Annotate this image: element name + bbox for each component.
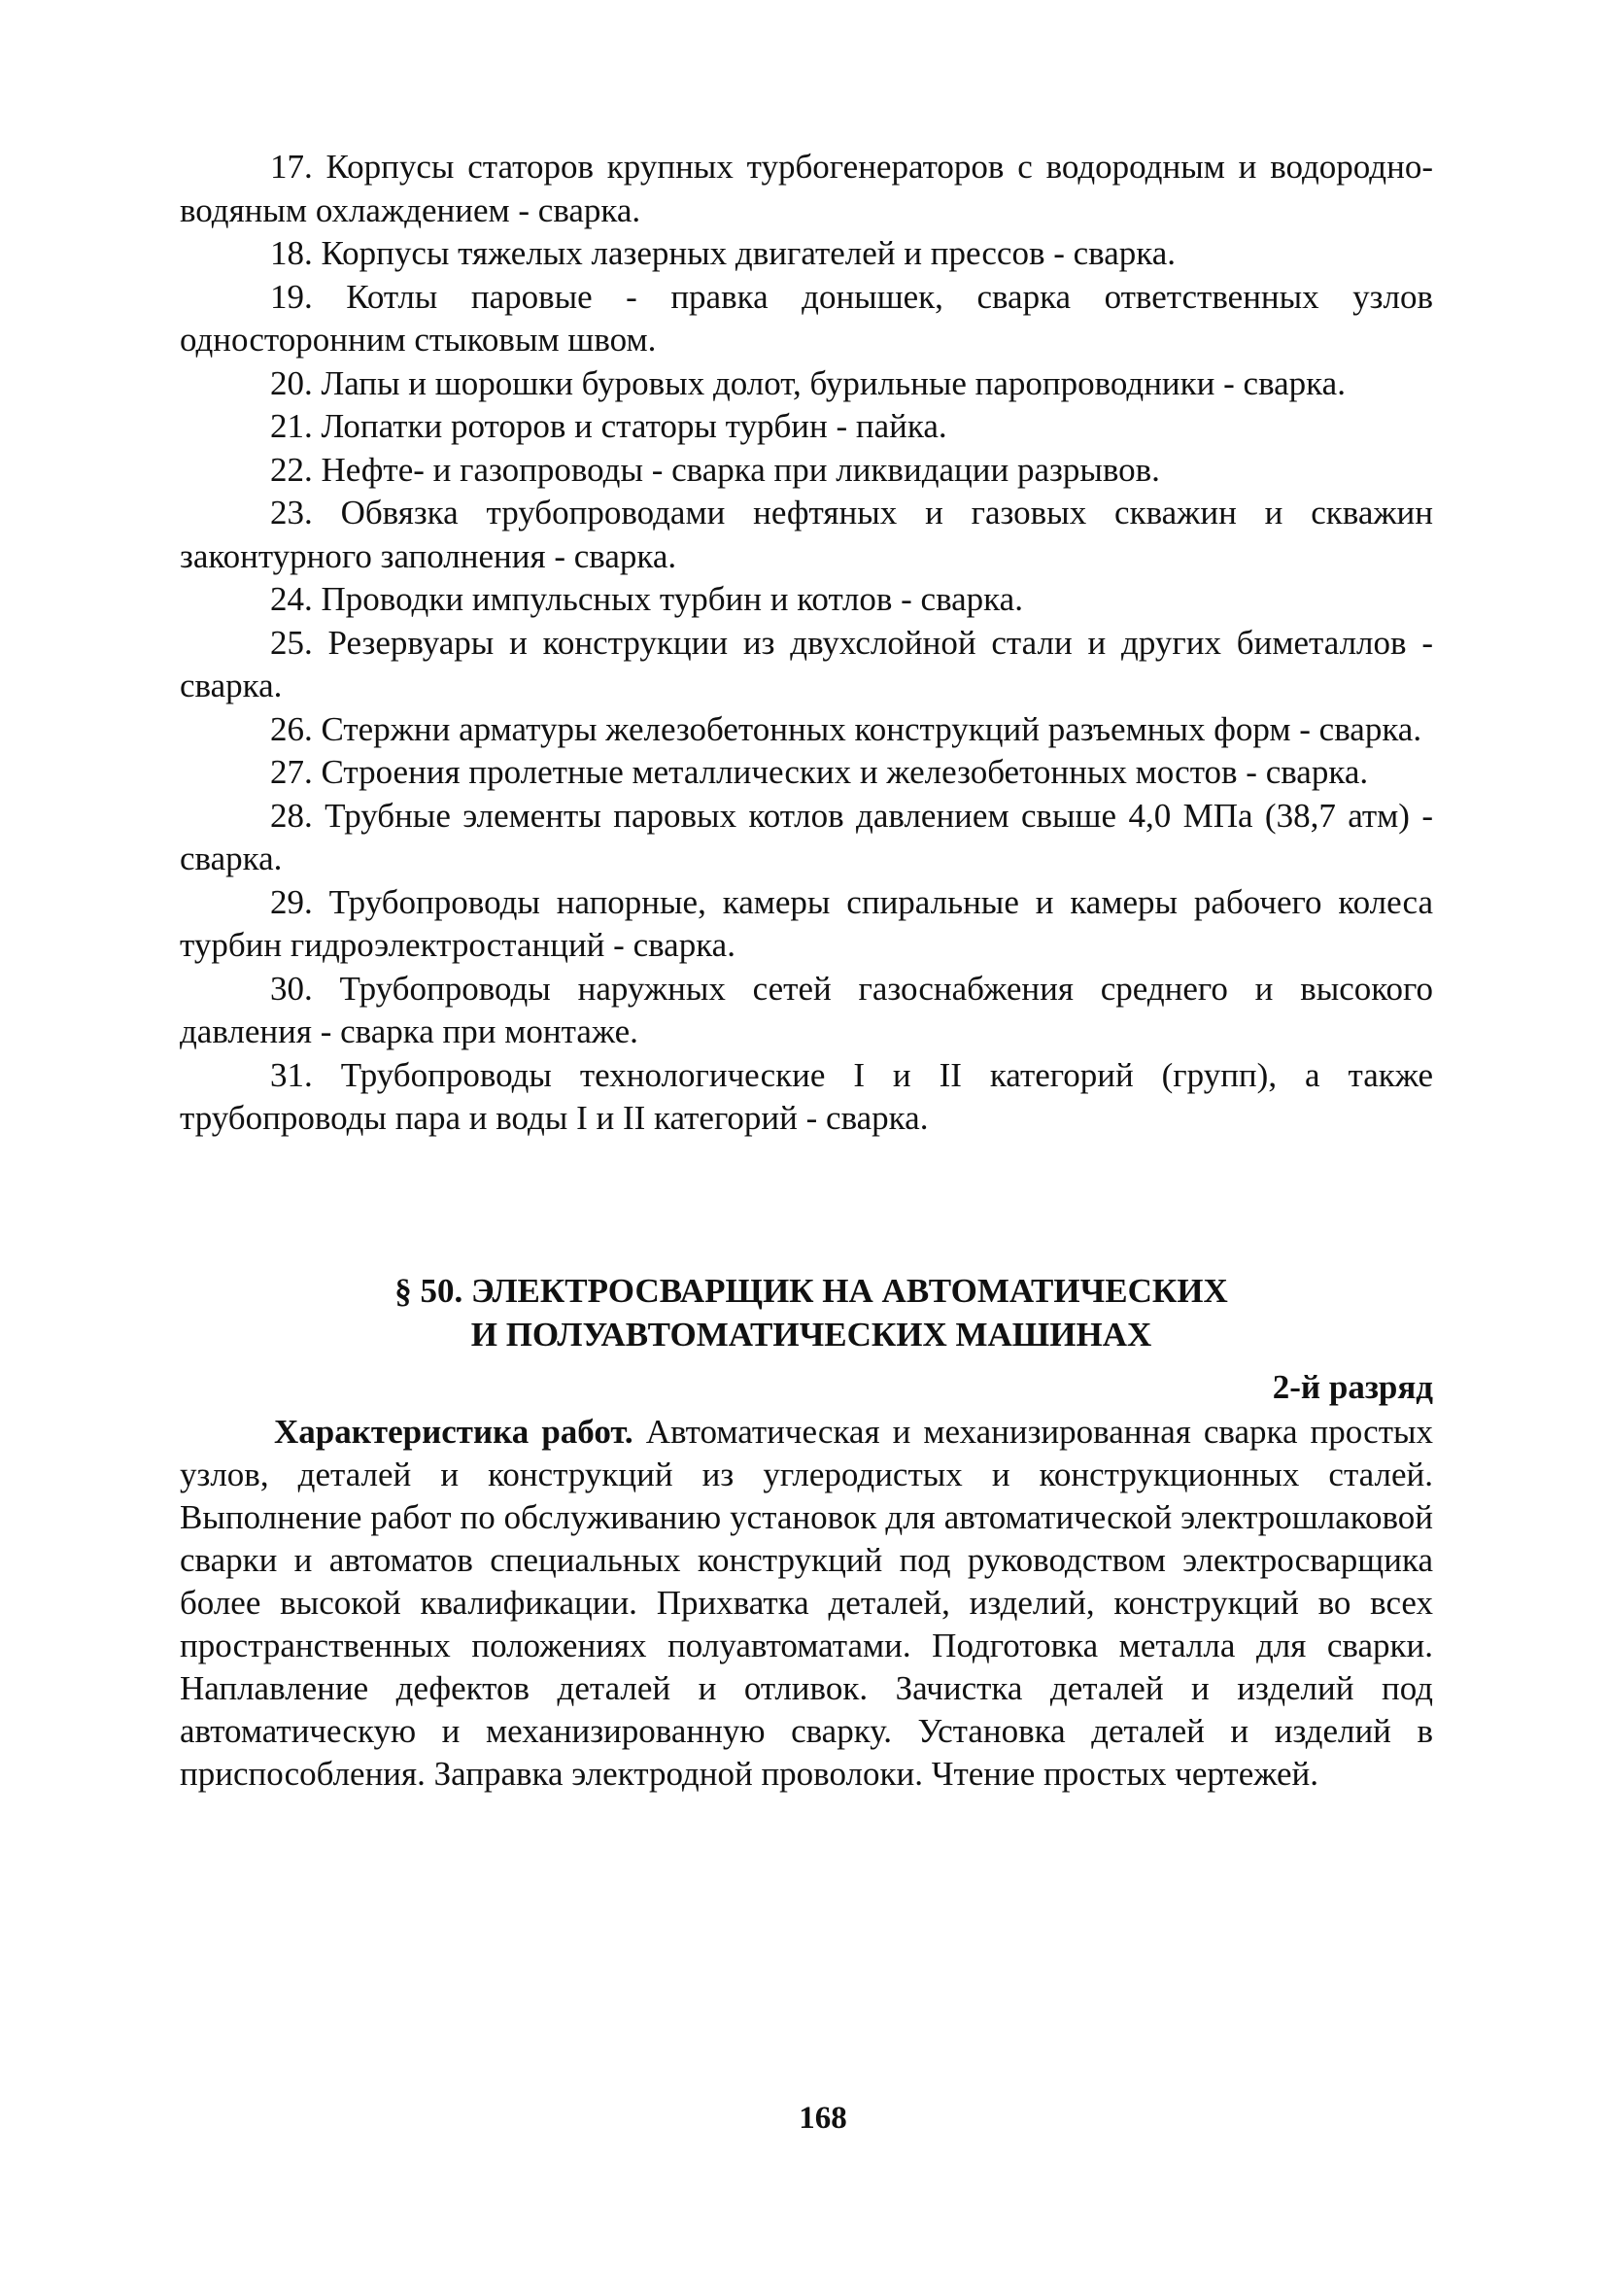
list-item: 23. Обвязка трубопроводами нефтяных и газовых скважин и скважин законтурного заполнения - сварка. [180,494,1433,575]
list-item: 17. Корпусы статоров крупных турбогенераторов с водородным и водородно-водяным охлаждением - сварка. [180,148,1433,229]
list-item: 25. Резервуары и конструкции из двухслойной стали и других биметаллов - сварка. [180,623,1433,704]
work-description-body: Автоматическая и механизированная сварка простых узлов, деталей и конструкций из углеродистых и конструкционных сталей. Выполнение работ по обслуживанию установок для автоматической электрошлаковой сварки и автоматов специальных конструкций под руководством электросварщика более высокой квалификации. Прихватка деталей, изделий, конструкций во всех пространственных положениях полуавтоматами. Подготовка металла для сварки. Наплавление дефектов деталей и отливок. Зачистка деталей и изделий под автоматическую и механизированную сварку. Установка деталей и изделий в приспособления. Заправка электродной проволоки. Чтение простых чертежей. [180,1412,1434,1793]
page-content [180,146,1433,1796]
list-item: 27. Строения пролетные металлических и железобетонных мостов - сварка. [270,753,1369,791]
list-item: 22. Нефте- и газопроводы - сварка при ликвидации разрывов. [270,450,1160,489]
list-item: 20. Лапы и шорошки буровых долот, бурильные паропроводники - сварка. [270,363,1346,402]
work-description-lead: Характеристика работ. [274,1412,633,1451]
grade-heading: 2-й разряд [1272,1367,1433,1406]
page-number: 168 [799,2101,847,2136]
list-item: 24. Проводки импульсных турбин и котлов - сварка. [270,580,1023,618]
section-title [180,1269,1433,1356]
list-item: 21. Лопатки роторов и статоры турбин - пайка. [270,407,947,445]
list-item: 30. Трубопроводы наружных сетей газоснабжения среднего и высокого давления - сварка при монтаже. [180,969,1433,1050]
list-item: 31. Трубопроводы технологические I и II категорий (групп), а также трубопроводы пара и воды I и II категорий - сварка. [180,1055,1433,1137]
section-title-line-1: § 50. ЭЛЕКТРОСВАРЩИК НА АВТОМАТИЧЕСКИХ [394,1271,1228,1310]
numbered-list [180,146,1433,1141]
list-item: 26. Стержни арматуры железобетонных конструкций разъемных форм - сварка. [270,709,1422,748]
list-item: 18. Корпусы тяжелых лазерных двигателей и прессов - сварка. [270,234,1177,272]
section-title-line-2: И ПОЛУАВТОМАТИЧЕСКИХ МАШИНАХ [470,1315,1152,1354]
list-item: 19. Котлы паровые - правка донышек, сварка ответственных узлов односторонним стыковым швом. [180,277,1433,359]
list-item: 29. Трубопроводы напорные, камеры спиральные и камеры рабочего колеса турбин гидроэлектростанций - сварка. [180,882,1433,964]
list-item: 28. Трубные элементы паровых котлов давлением свыше 4,0 МПа (38,7 атм) - сварка. [180,796,1433,877]
work-description [180,1411,1433,1796]
